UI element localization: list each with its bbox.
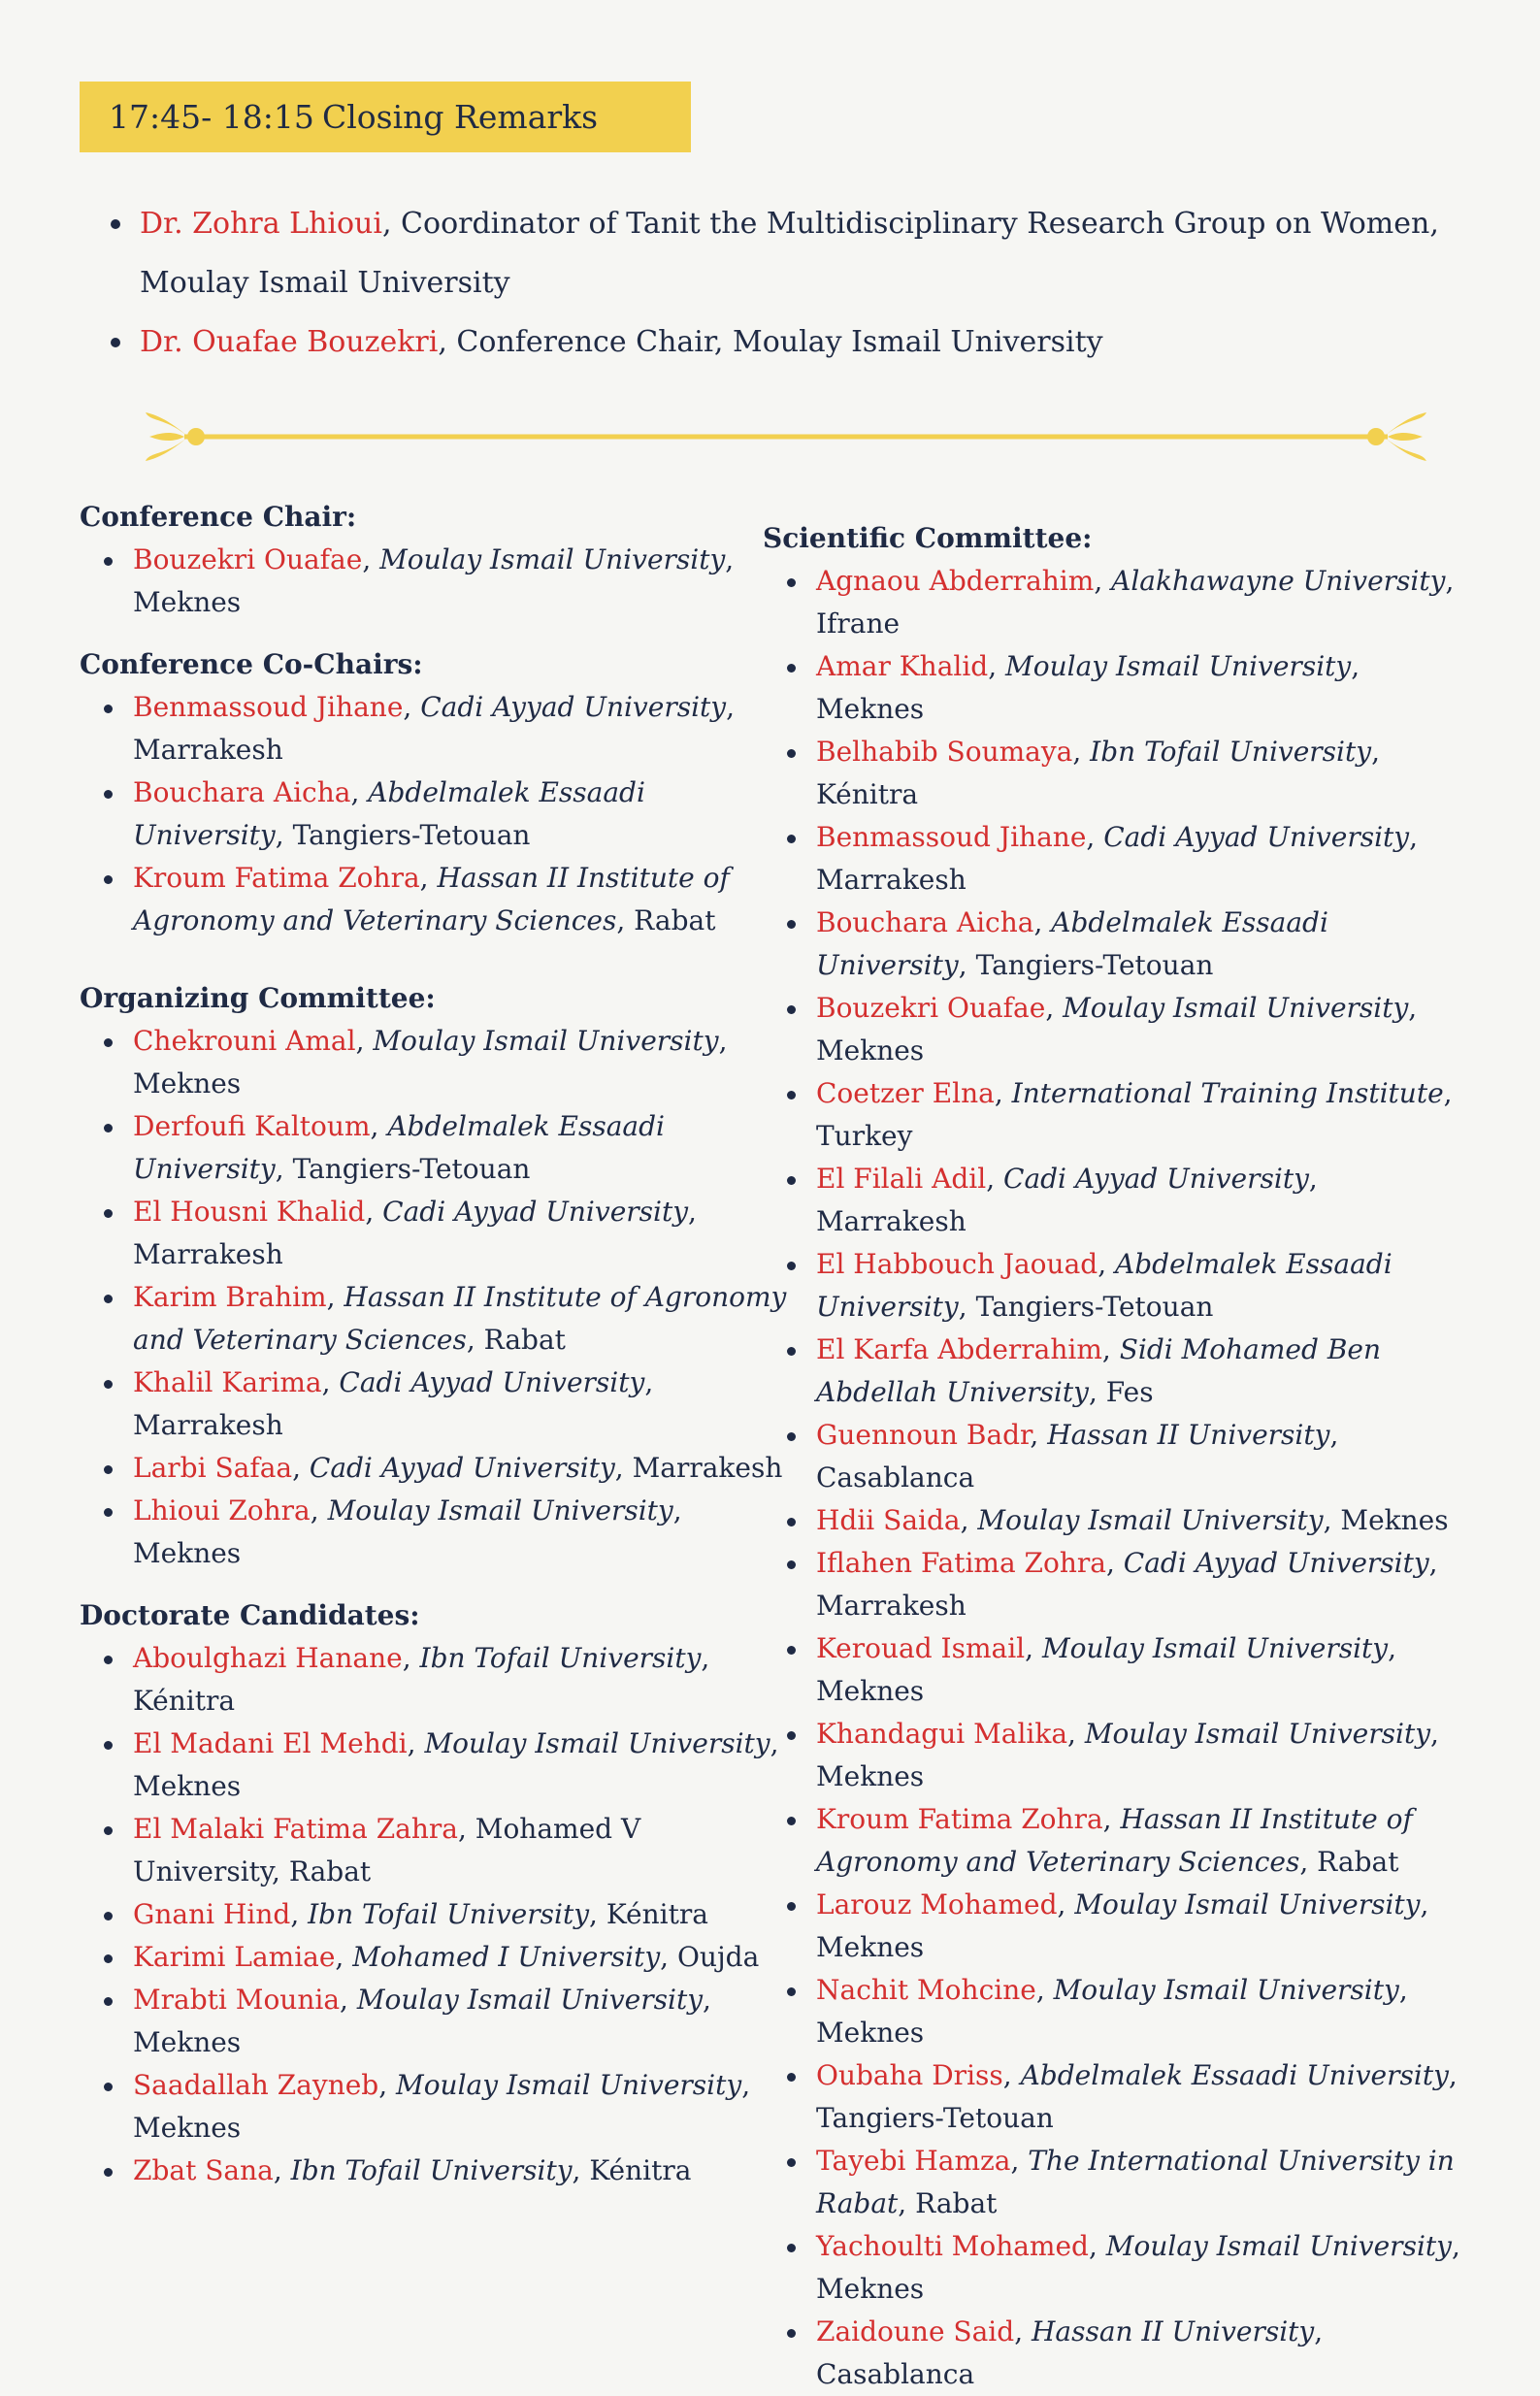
committee-member: Nachit Mohcine, Moulay Ismail University, Meknes <box>763 1969 1471 2054</box>
member-name: El Filali Adil <box>816 1163 987 1195</box>
committee-member: Bouzekri Ouafae, Moulay Ismail University, Meknes <box>763 987 1471 1072</box>
member-city: Meknes <box>816 1675 925 1707</box>
member-name: Chekrouni Amal <box>133 1025 356 1057</box>
member-affiliation: Moulay Ismail University <box>1053 1974 1399 2006</box>
member-affiliation: Hassan II Institute of Agronomy and Veterinary Sciences <box>133 1281 787 1356</box>
closing-speaker <box>107 312 1446 372</box>
closing-speaker <box>107 194 1446 312</box>
member-name: Derfoufi Kaltoum <box>133 1110 371 1142</box>
member-affiliation: Ibn Tofail University <box>1090 736 1372 768</box>
member-affiliation: Moulay Ismail University <box>1063 992 1409 1024</box>
committee-member: El Housni Khalid, Cadi Ayyad University, Marrakesh <box>80 1191 788 1276</box>
member-affiliation: Abdelmalek Essaadi University <box>133 1110 665 1185</box>
member-affiliation: Cadi Ayyad University <box>382 1196 689 1228</box>
member-city: Meknes <box>816 1931 925 1963</box>
member-affiliation: Hassan II Institute of Agronomy and Veterinary Sciences <box>816 1803 1413 1878</box>
member-city: Meknes <box>816 2017 925 2049</box>
committee-member: El Habbouch Jaouad, Abdelmalek Essaadi University, Tangiers-Tetouan <box>763 1243 1471 1329</box>
member-city: Marrakesh <box>816 1205 967 1237</box>
member-affiliation: Alakhawayne University <box>1111 565 1446 597</box>
member-affiliation: Cadi Ayyad University <box>1003 1163 1309 1195</box>
member-affiliation: Sidi Mohamed Ben Abdellah University <box>816 1333 1381 1408</box>
member-city: Kénitra <box>816 778 919 810</box>
member-affiliation: Moulay Ismail University <box>1084 1718 1431 1750</box>
member-city: Tangiers-Tetouan <box>975 1291 1214 1323</box>
member-city: Marrakesh <box>133 1238 283 1270</box>
member-city: Marrakesh <box>632 1452 783 1484</box>
member-city: Turkey <box>816 1120 913 1152</box>
member-name: Zbat Sana <box>133 2154 274 2186</box>
member-name: Bouchara Aicha <box>133 776 351 808</box>
committee-member: Agnaou Abderrahim, Alakhawayne University, Ifrane <box>763 560 1471 645</box>
committee-member: Khalil Karima, Cadi Ayyad University, Marrakesh <box>80 1362 788 1447</box>
session-time: 17:45- 18:15 <box>109 98 314 136</box>
member-city: Kénitra <box>606 1898 708 1930</box>
committee-member: Bouchara Aicha, Abdelmalek Essaadi University, Tangiers-Tetouan <box>80 771 788 857</box>
member-affiliation: Moulay Ismail University <box>977 1504 1324 1536</box>
member-name: Saadallah Zayneb <box>133 2069 379 2101</box>
member-city: Oujda <box>676 1941 760 1973</box>
member-city: Tangiers-Tetouan <box>975 949 1214 981</box>
member-affiliation: Moulay Ismail University <box>373 1025 719 1057</box>
committee-member: Mrabti Mounia, Moulay Ismail University, Meknes <box>80 1979 788 2064</box>
member-affiliation: Moulay Ismail University <box>1105 2230 1452 2262</box>
left-column <box>80 496 788 2192</box>
member-affiliation: Ibn Tofail University <box>290 2154 573 2186</box>
member-city: Kénitra <box>133 1685 236 1717</box>
member-affiliation: Moulay Ismail University <box>396 2069 742 2101</box>
committee-member: Saadallah Zayneb, Moulay Ismail University, Meknes <box>80 2064 788 2150</box>
committee-member: Bouchara Aicha, Abdelmalek Essaadi University, Tangiers-Tetouan <box>763 902 1471 987</box>
committee-member: Hdii Saida, Moulay Ismail University, Meknes <box>763 1499 1471 1542</box>
member-affiliation: Abdelmalek Essaadi University <box>133 776 645 851</box>
member-name: Nachit Mohcine <box>816 1974 1036 2006</box>
member-city: Meknes <box>816 1760 925 1792</box>
member-name: El Housni Khalid <box>133 1196 366 1228</box>
member-city: Meknes <box>816 693 925 725</box>
member-city: Rabat <box>634 904 716 936</box>
member-affiliation: Cadi Ayyad University <box>309 1452 615 1484</box>
member-city: Casablanca <box>816 2358 975 2390</box>
member-affiliation: Moulay Ismail University <box>1041 1632 1389 1664</box>
member-name: Larouz Mohamed <box>816 1888 1058 1920</box>
section-heading-conference-chair: Conference Chair: <box>80 501 357 533</box>
committee-member: Kerouad Ismail, Moulay Ismail University, Meknes <box>763 1627 1471 1713</box>
closing-speakers-list <box>107 194 1446 372</box>
committee-member: Tayebi Hamza, The International University in Rabat, Rabat <box>763 2140 1471 2225</box>
organizing-list <box>80 1020 788 1575</box>
member-name: Mrabti Mounia <box>133 1984 341 2016</box>
member-name: Lhioui Zohra <box>133 1494 311 1526</box>
committee-member: Khandagui Malika, Moulay Ismail University, Meknes <box>763 1713 1471 1798</box>
committee-member: Benmassoud Jihane, Cadi Ayyad University, Marrakesh <box>80 686 788 771</box>
member-affiliation: Abdelmalek Essaadi University <box>816 906 1328 981</box>
member-affiliation: Moulay Ismail University <box>356 1984 704 2016</box>
member-name: El Madani El Mehdi <box>133 1727 408 1759</box>
committee-member: Derfoufi Kaltoum, Abdelmalek Essaadi University, Tangiers-Tetouan <box>80 1105 788 1191</box>
member-name: Tayebi Hamza <box>816 2145 1011 2177</box>
member-affiliation: International Training Institute <box>1011 1077 1444 1109</box>
section-heading-scientific: Scientific Committee: <box>763 522 1093 554</box>
member-affiliation: Moulay Ismail University <box>379 543 726 575</box>
member-name: Belhabib Soumaya <box>816 736 1073 768</box>
session-title: Closing Remarks <box>322 98 599 136</box>
member-city: Meknes <box>816 2273 925 2305</box>
member-city: Rabat <box>288 1855 372 1887</box>
committee-member: Gnani Hind, Ibn Tofail University, Kénitra <box>80 1893 788 1936</box>
committee-member: El Madani El Mehdi, Moulay Ismail University, Meknes <box>80 1723 788 1808</box>
member-city: Rabat <box>915 2187 998 2219</box>
member-affiliation: Abdelmalek Essaadi University <box>816 1248 1393 1323</box>
right-column <box>763 517 1471 2396</box>
member-city: Meknes <box>133 1537 242 1569</box>
member-affiliation: Moulay Ismail University <box>327 1494 673 1526</box>
committee-member: Belhabib Soumaya, Ibn Tofail University, Kénitra <box>763 731 1471 816</box>
committee-member: Kroum Fatima Zohra, Hassan II Institute of Agronomy and Veterinary Sciences, Rabat <box>80 857 788 942</box>
member-name: Yachoulti Mohamed <box>816 2230 1089 2262</box>
committee-member: Larouz Mohamed, Moulay Ismail University, Meknes <box>763 1884 1471 1969</box>
speaker-role: , Coordinator of Tanit the Multidisciplinary Research Group on Women, Moulay Ismail University <box>140 207 1439 300</box>
member-affiliation: Abdelmalek Essaadi University <box>1020 2059 1449 2091</box>
member-name: Agnaou Abderrahim <box>816 565 1095 597</box>
member-city: Tangiers-Tetouan <box>816 2102 1054 2134</box>
member-name: Khandagui Malika <box>816 1718 1068 1750</box>
fleur-left-icon <box>146 412 205 461</box>
member-city: Kénitra <box>589 2154 692 2186</box>
committee-member: Amar Khalid, Moulay Ismail University, Meknes <box>763 645 1471 731</box>
member-name: Benmassoud Jihane <box>133 691 404 723</box>
committee-member: Karim Brahim, Hassan II Institute of Agronomy and Veterinary Sciences, Rabat <box>80 1276 788 1362</box>
member-city: Marrakesh <box>133 734 283 766</box>
speaker-name: Dr. Zohra Lhioui <box>140 207 382 241</box>
member-name: Oubaha Driss <box>816 2059 1003 2091</box>
member-affiliation: Ibn Tofail University <box>419 1642 702 1674</box>
member-name: Larbi Safaa <box>133 1452 293 1484</box>
session-banner <box>80 82 691 152</box>
committee-member: Guennoun Badr, Hassan II University, Casablanca <box>763 1414 1471 1499</box>
speaker-role: , Conference Chair, Moulay Ismail University <box>438 325 1103 359</box>
member-name: El Habbouch Jaouad <box>816 1248 1098 1280</box>
committee-member: Zbat Sana, Ibn Tofail University, Kénitra <box>80 2150 788 2192</box>
member-city: Ifrane <box>816 607 901 640</box>
member-name: Kroum Fatima Zohra <box>816 1803 1103 1835</box>
section-heading-co-chairs: Conference Co-Chairs: <box>80 648 423 680</box>
member-affiliation: Hassan II University <box>1047 1419 1330 1451</box>
committee-member: Oubaha Driss, Abdelmalek Essaadi University, Tangiers-Tetouan <box>763 2054 1471 2140</box>
speaker-name: Dr. Ouafae Bouzekri <box>140 325 439 359</box>
committee-member: Yachoulti Mohamed, Moulay Ismail University, Meknes <box>763 2225 1471 2311</box>
member-affiliation: Moulay Ismail University <box>1005 650 1352 682</box>
member-affiliation: Moulay Ismail University <box>424 1727 770 1759</box>
fleur-right-icon <box>1367 412 1426 461</box>
member-affiliation: Cadi Ayyad University <box>1103 821 1410 853</box>
committee-member: Iflahen Fatima Zohra, Cadi Ayyad University, Marrakesh <box>763 1542 1471 1627</box>
committee-member: Lhioui Zohra, Moulay Ismail University, Meknes <box>80 1490 788 1575</box>
member-city: Meknes <box>133 1067 242 1100</box>
member-affiliation: Ibn Tofail University <box>308 1898 590 1930</box>
member-city: Marrakesh <box>816 864 967 896</box>
member-name: Zaidoune Said <box>816 2315 1015 2347</box>
member-affiliation: Mohamed I University <box>352 1941 661 1973</box>
committee-member: Bouzekri Ouafae, Moulay Ismail University, Meknes <box>80 539 788 624</box>
member-name: El Karfa Abderrahim <box>816 1333 1102 1365</box>
member-city: Meknes <box>816 1034 925 1067</box>
member-name: Khalil Karima <box>133 1366 322 1398</box>
member-name: Kerouad Ismail <box>816 1632 1026 1664</box>
member-affiliation: Hassan II Institute of Agronomy and Veterinary Sciences <box>133 862 730 936</box>
member-affiliation: Cadi Ayyad University <box>1123 1547 1429 1579</box>
committee-member: Karimi Lamiae, Mohamed I University, Oujda <box>80 1936 788 1979</box>
member-name: Bouchara Aicha <box>816 906 1034 938</box>
ornamental-divider <box>146 408 1426 466</box>
member-affiliation: The International University in Rabat <box>816 2145 1455 2219</box>
scientific-list <box>763 560 1471 2396</box>
committee-member: Aboulghazi Hanane, Ibn Tofail University, Kénitra <box>80 1637 788 1723</box>
member-name: Karimi Lamiae <box>133 1941 336 1973</box>
committee-member: El Karfa Abderrahim, Sidi Mohamed Ben Abdellah University, Fes <box>763 1329 1471 1414</box>
member-city: Rabat <box>1317 1846 1399 1878</box>
member-name: Aboulghazi Hanane <box>133 1642 403 1674</box>
member-city: Meknes <box>133 2026 242 2058</box>
member-city: Meknes <box>133 2112 242 2144</box>
member-name: Bouzekri Ouafae <box>133 543 363 575</box>
member-name: Kroum Fatima Zohra <box>133 862 420 894</box>
committee-member: Zaidoune Said, Hassan II University, Casablanca <box>763 2311 1471 2396</box>
member-name: Bouzekri Ouafae <box>816 992 1046 1024</box>
member-city: Rabat <box>483 1324 566 1356</box>
doctorate-list <box>80 1637 788 2192</box>
member-name: Hdii Saida <box>816 1504 961 1536</box>
co-chairs-list <box>80 686 788 942</box>
member-affiliation: Hassan II University <box>1032 2315 1315 2347</box>
member-affiliation: Cadi Ayyad University <box>339 1366 645 1398</box>
member-city: Tangiers-Tetouan <box>292 819 531 851</box>
committee-member: Chekrouni Amal, Moulay Ismail University, Meknes <box>80 1020 788 1105</box>
committee-member: Benmassoud Jihane, Cadi Ayyad University, Marrakesh <box>763 816 1471 902</box>
member-city: Meknes <box>133 586 242 618</box>
member-city: Fes <box>1105 1376 1154 1408</box>
section-heading-organizing: Organizing Committee: <box>80 982 436 1014</box>
member-city: Marrakesh <box>133 1409 283 1441</box>
committee-member: El Filali Adil, Cadi Ayyad University, Marrakesh <box>763 1158 1471 1243</box>
member-name: Benmassoud Jihane <box>816 821 1087 853</box>
member-name: Amar Khalid <box>816 650 989 682</box>
member-city: Tangiers-Tetouan <box>292 1153 531 1185</box>
committee-member: Kroum Fatima Zohra, Hassan II Institute of Agronomy and Veterinary Sciences, Rabat <box>763 1798 1471 1884</box>
member-city: Casablanca <box>816 1461 975 1493</box>
committee-member: Coetzer Elna, International Training Institute, Turkey <box>763 1072 1471 1158</box>
member-city: Meknes <box>133 1770 242 1802</box>
member-name: Guennoun Badr <box>816 1419 1031 1451</box>
committee-member: Larbi Safaa, Cadi Ayyad University, Marrakesh <box>80 1447 788 1490</box>
section-heading-doctorate: Doctorate Candidates: <box>80 1599 420 1631</box>
member-name: Coetzer Elna <box>816 1077 995 1109</box>
member-name: Gnani Hind <box>133 1898 291 1930</box>
member-name: Karim Brahim <box>133 1281 327 1313</box>
member-city: Meknes <box>1340 1504 1449 1536</box>
member-city: Marrakesh <box>816 1590 967 1622</box>
member-name: El Malaki Fatima Zahra <box>133 1813 458 1845</box>
member-affiliation: Mohamed V University <box>133 1813 641 1887</box>
committee-member: El Malaki Fatima Zahra, Mohamed V University, Rabat <box>80 1808 788 1893</box>
member-affiliation: Moulay Ismail University <box>1074 1888 1421 1920</box>
member-affiliation: Cadi Ayyad University <box>420 691 727 723</box>
conference-chair-list <box>80 539 788 624</box>
member-name: Iflahen Fatima Zohra <box>816 1547 1106 1579</box>
